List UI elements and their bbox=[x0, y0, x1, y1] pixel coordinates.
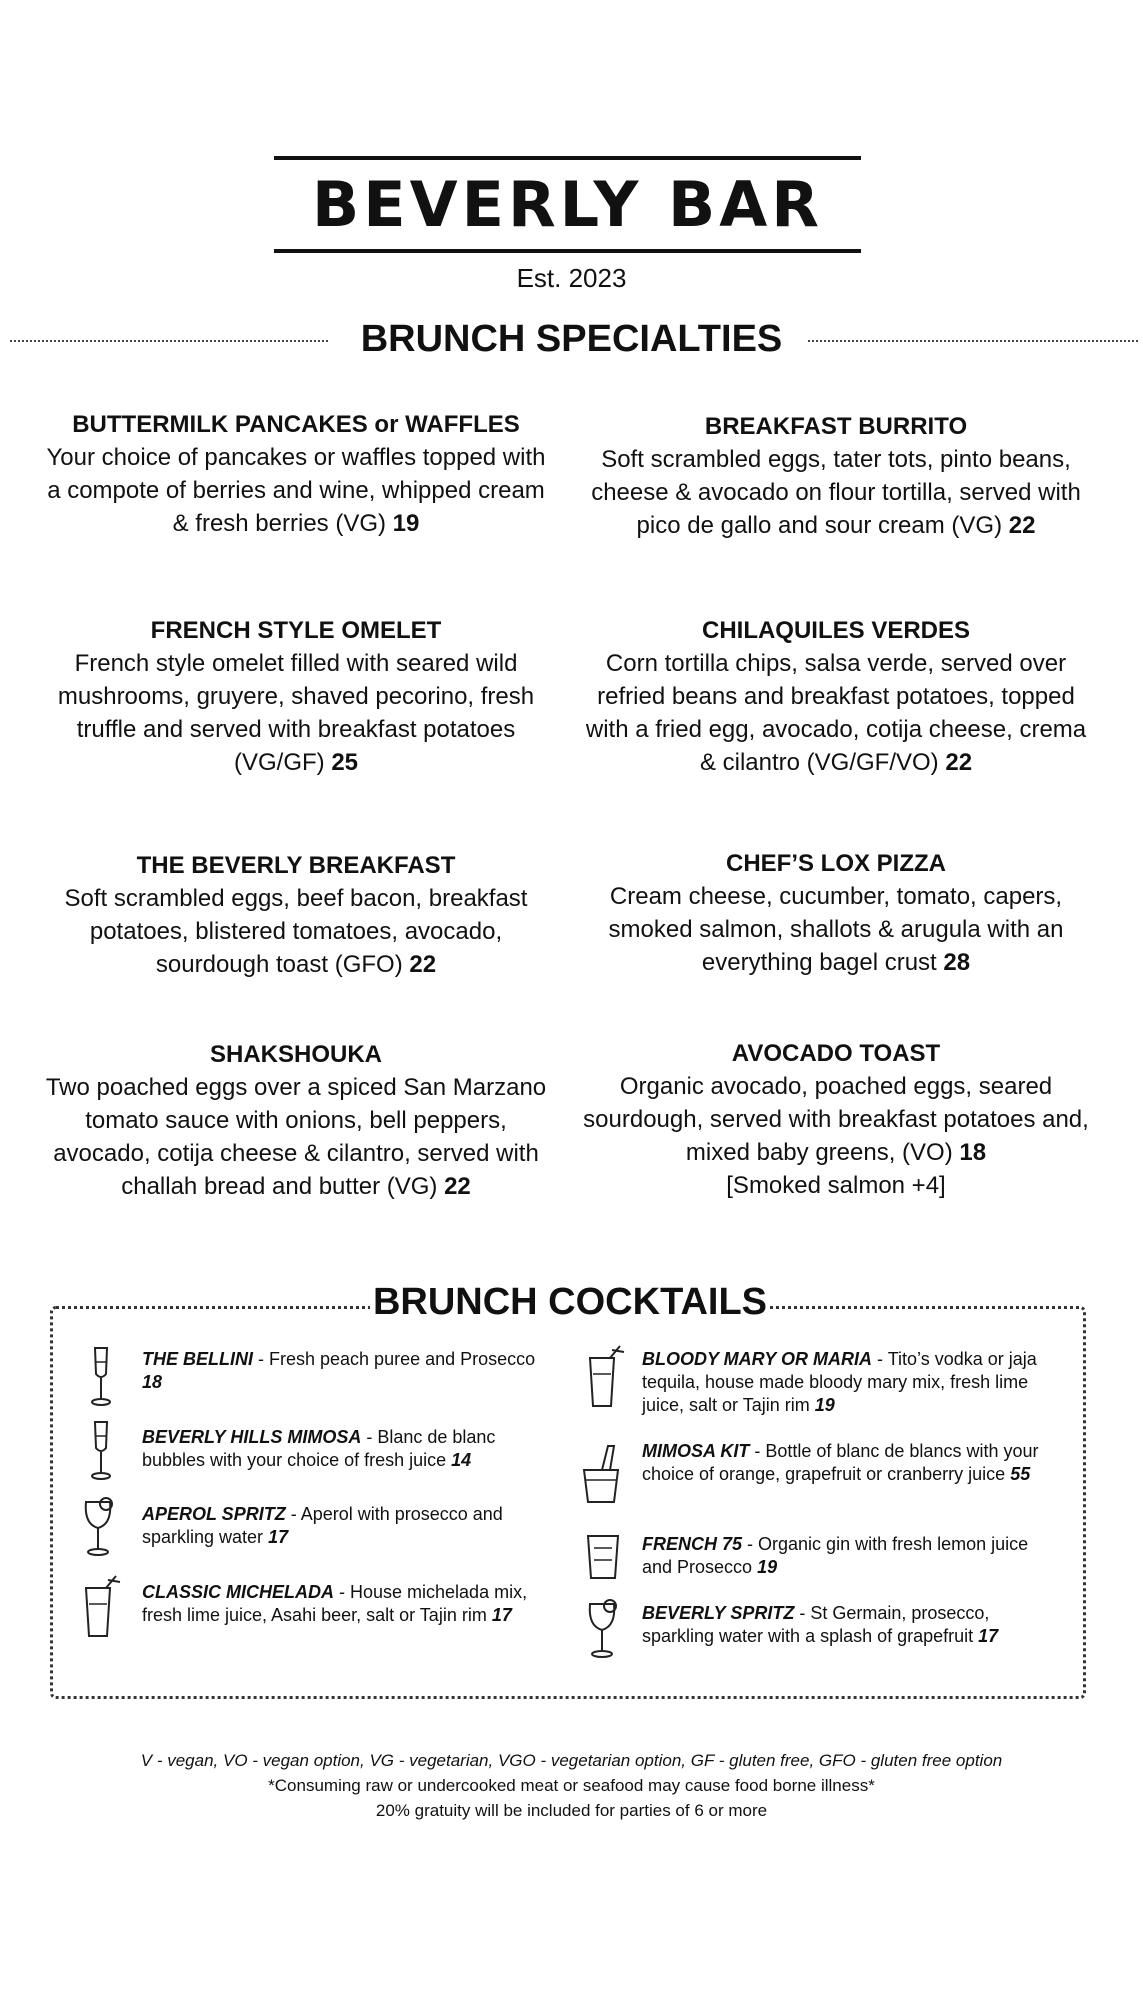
item-description: Soft scrambled eggs, beef bacon, breakfast potatoes, blistered tomatoes, avocado, sourdough toast (GFO) 22 bbox=[64, 885, 528, 978]
item-name: THE BEVERLY BREAKFAST bbox=[136, 852, 456, 879]
cocktail-bellini bbox=[142, 1348, 542, 1394]
item-name: CHEF’S LOX PIZZA bbox=[725, 850, 946, 877]
cocktail-price: 17 bbox=[268, 1527, 289, 1547]
brand-rule-bottom bbox=[274, 249, 861, 253]
item-description: Corn tortilla chips, salsa verde, served over refried beans and breakfast potatoes, topped with a fried egg, avocado, cotija cheese, crema & cilantro (VG/GF/VO) 22 bbox=[585, 650, 1087, 776]
champagne-flute-icon bbox=[78, 1344, 124, 1410]
item-name: SHAKSHOUKA bbox=[209, 1041, 382, 1068]
cocktail-name: MIMOSA KIT bbox=[642, 1441, 750, 1461]
raw-food-warning: *Consuming raw or undercooked meat or seafood may cause food borne illness* bbox=[268, 1776, 875, 1795]
cocktail-name: BLOODY MARY OR MARIA bbox=[642, 1349, 873, 1369]
cocktail-description: - House michelada mix, fresh lime juice, Asahi beer, salt or Tajin rim bbox=[142, 1582, 528, 1625]
cocktail-description: - Blanc de blanc bubbles with your choice of fresh juice bbox=[142, 1427, 496, 1470]
brand-rule-top bbox=[274, 156, 861, 160]
item-price: 22 bbox=[409, 951, 437, 978]
cocktail-bloody-mary bbox=[642, 1348, 1062, 1417]
cocktail-description: - Bottle of blanc de blancs with your choice of orange, grapefruit or cranberry juice bbox=[642, 1441, 1039, 1484]
rocks-glass-icon bbox=[580, 1526, 626, 1592]
cocktail-beverly-spritz bbox=[642, 1602, 1062, 1648]
cocktail-price: 55 bbox=[1010, 1464, 1031, 1484]
item-name: CHILAQUILES VERDES bbox=[701, 617, 971, 644]
item-name: FRENCH STYLE OMELET bbox=[150, 617, 442, 644]
ice-bucket-icon bbox=[578, 1440, 624, 1506]
cocktail-beverly-hills-mimosa bbox=[142, 1426, 542, 1472]
champagne-flute-icon bbox=[78, 1418, 124, 1484]
menu-item-shakshouka bbox=[40, 1039, 552, 1203]
menu-item-chilaquiles bbox=[580, 615, 1092, 779]
cocktail-description: - St Germain, prosecco, sparkling water with a splash of grapefruit bbox=[642, 1603, 990, 1646]
menu-item-french-omelet bbox=[40, 615, 552, 779]
cocktail-mimosa-kit bbox=[642, 1440, 1062, 1486]
cocktail-name: BEVERLY SPRITZ bbox=[642, 1603, 795, 1623]
item-price: 22 bbox=[945, 749, 973, 776]
item-addon: [Smoked salmon +4] bbox=[726, 1172, 946, 1199]
highball-glass-icon bbox=[76, 1574, 122, 1640]
item-description: Organic avocado, poached eggs, seared sourdough, served with breakfast potatoes and, mixed baby greens, (VO) 18 bbox=[583, 1073, 1089, 1166]
cocktail-french-75 bbox=[642, 1533, 1062, 1579]
cocktail-description: - Aperol with prosecco and sparkling water bbox=[142, 1504, 503, 1547]
menu-item-lox-pizza bbox=[580, 848, 1092, 979]
cocktail-aperol-spritz bbox=[142, 1503, 542, 1549]
item-name: AVOCADO TOAST bbox=[731, 1040, 941, 1067]
item-description: French style omelet filled with seared wild mushrooms, gruyere, shaved pecorino, fresh truffle and served with breakfast potatoes (VG/GF) 25 bbox=[57, 650, 535, 776]
cocktail-description: - Organic gin with fresh lemon juice and Prosecco bbox=[642, 1534, 1029, 1577]
cocktail-name: BEVERLY HILLS MIMOSA bbox=[142, 1427, 362, 1447]
item-description: Cream cheese, cucumber, tomato, capers, smoked salmon, shallots & arugula with an everything bagel crust 28 bbox=[608, 883, 1064, 976]
cocktail-description: - Fresh peach puree and Prosecco bbox=[253, 1349, 536, 1369]
dietary-legend: V - vegan, VO - vegan option, VG - vegetarian, VGO - vegetarian option, GF - gluten free, GFO - gluten free option bbox=[140, 1751, 1003, 1770]
highball-glass-icon bbox=[580, 1344, 626, 1410]
cocktail-name: CLASSIC MICHELADA bbox=[142, 1582, 334, 1602]
cocktails-title: BRUNCH COCKTAILS bbox=[370, 1280, 770, 1324]
cocktail-classic-michelada bbox=[142, 1581, 552, 1627]
item-price: 25 bbox=[331, 749, 359, 776]
item-price: 19 bbox=[392, 510, 420, 537]
menu-item-pancakes bbox=[40, 409, 552, 540]
established-year: Est. 2023 bbox=[516, 263, 627, 293]
item-price: 18 bbox=[959, 1139, 987, 1166]
brand-title: BEVERLY BAR bbox=[312, 168, 823, 241]
specialties-title: BRUNCH SPECIALTIES bbox=[360, 318, 783, 360]
specialties-dotted-rule-right bbox=[808, 340, 1138, 342]
item-price: 22 bbox=[444, 1173, 471, 1200]
menu-item-breakfast-burrito bbox=[580, 411, 1092, 542]
cocktail-name: FRENCH 75 bbox=[642, 1534, 743, 1554]
item-description: Two poached eggs over a spiced San Marzano tomato sauce with onions, bell peppers, avocado, cotija cheese & cilantro, served with challah bread and butter (VG) 22 bbox=[45, 1074, 547, 1200]
item-price: 22 bbox=[1008, 512, 1036, 539]
item-description: Soft scrambled eggs, tater tots, pinto beans, cheese & avocado on flour tortilla, served with pico de gallo and sour cream (VG) 22 bbox=[591, 446, 1081, 539]
item-price: 28 bbox=[943, 949, 971, 976]
menu-item-avocado-toast bbox=[580, 1038, 1092, 1202]
cocktail-price: 17 bbox=[978, 1626, 999, 1646]
item-name: BREAKFAST BURRITO bbox=[704, 413, 968, 440]
cocktail-price: 14 bbox=[451, 1450, 472, 1470]
cocktail-price: 17 bbox=[491, 1605, 512, 1625]
cocktail-price: 19 bbox=[814, 1395, 835, 1415]
gratuity-note: 20% gratuity will be included for parties of 6 or more bbox=[375, 1801, 768, 1820]
wine-glass-icon bbox=[580, 1596, 626, 1662]
cocktail-description: - Tito’s vodka or jaja tequila, house made bloody mary mix, fresh lime juice, salt or Tajin rim bbox=[642, 1349, 1037, 1415]
wine-glass-icon bbox=[76, 1494, 122, 1560]
cocktail-price: 19 bbox=[757, 1557, 778, 1577]
cocktail-price: 18 bbox=[142, 1372, 163, 1392]
item-description: Your choice of pancakes or waffles topped with a compote of berries and wine, whipped cream & fresh berries (VG) 19 bbox=[46, 444, 546, 537]
cocktail-name: APEROL SPRITZ bbox=[142, 1504, 286, 1524]
cocktail-name: THE BELLINI bbox=[142, 1349, 253, 1369]
menu-item-beverly-breakfast bbox=[40, 850, 552, 981]
item-name: BUTTERMILK PANCAKES or WAFFLES bbox=[72, 411, 520, 438]
